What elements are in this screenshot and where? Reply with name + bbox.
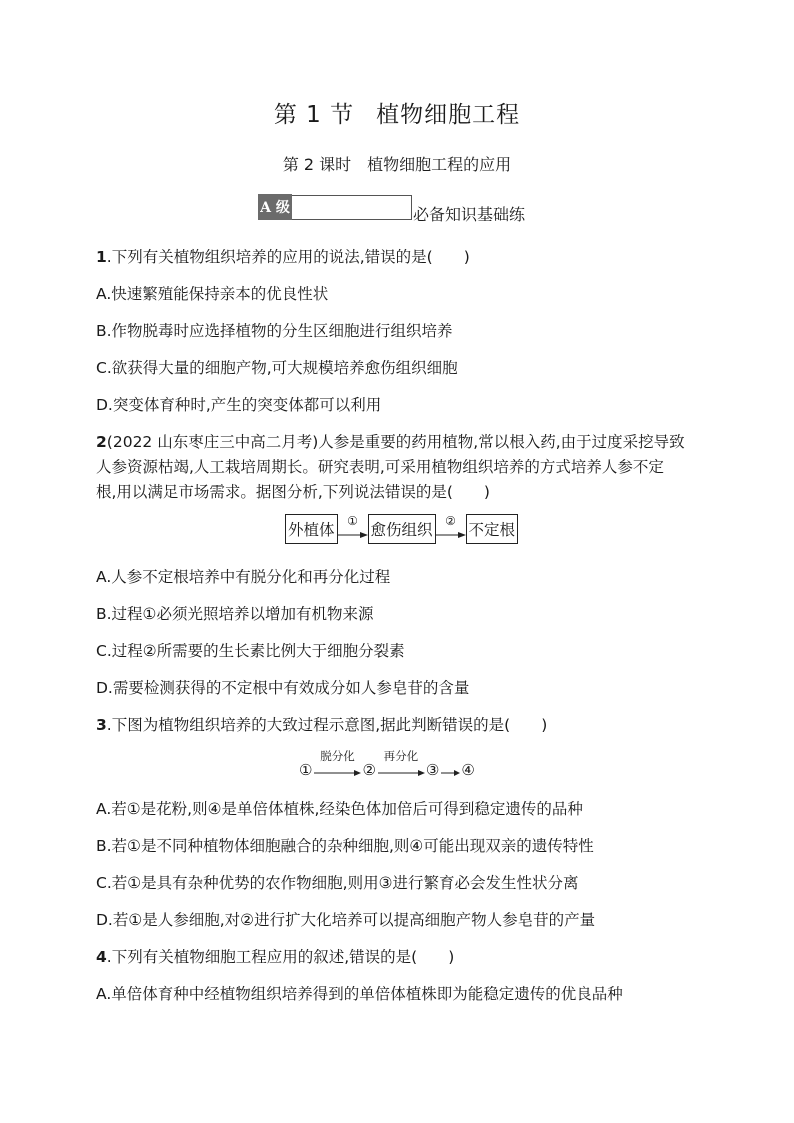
q3-option-b: B.若①是不同种植物体细胞融合的杂种细胞,则④可能出现双亲的遗传特性 [96,837,594,855]
arrow-right-icon [338,530,368,540]
flow-step-label: ① [347,514,358,528]
q1-option-c: C.欲获得大量的细胞产物,可大规模培养愈伤组织细胞 [96,359,458,377]
lesson-number: 第 2 课时 [282,155,352,174]
q1-option-d: D.突变体育种时,产生的突变体都可以利用 [96,396,382,414]
question-1-stem: 1.下列有关植物组织培养的应用的说法,错误的是( ) [96,248,470,266]
q2-flow-diagram [285,514,518,544]
level-badge: A 级 [258,194,292,220]
q1-option-a: A.快速繁殖能保持亲本的优良性状 [96,285,329,303]
q1-option-b: B.作物脱毒时应选择植物的分生区细胞进行组织培养 [96,322,453,340]
flow-node-4: ④ [461,761,475,779]
q3-option-c: C.若①是具有杂种优势的农作物细胞,则用③进行繁育必会发生性状分离 [96,874,579,892]
flow-arrow-redifferentiation [376,748,426,780]
flow-step-label: ② [445,514,456,528]
q4-option-a: A.单倍体育种中经植物组织培养得到的单倍体植株即为能稳定遗传的优良品种 [96,985,623,1003]
arrow-right-icon [439,768,461,778]
question-number: 1 [96,248,107,266]
section-number: 第 1 节 [273,102,355,128]
lesson-title: 植物细胞工程的应用 [367,155,512,174]
q3-flow-diagram [299,748,475,780]
q2-option-c: C.过程②所需要的生长素比例大于细胞分裂素 [96,642,405,660]
q3-option-d: D.若①是人参细胞,对②进行扩大化培养可以提高细胞产物人参皂苷的产量 [96,911,596,929]
flow-node-3: ③ [425,761,440,779]
q2-option-a: A.人参不定根培养中有脱分化和再分化过程 [96,568,391,586]
level-banner [258,194,526,224]
flow-node-callus: 愈伤组织 [368,514,436,544]
arrow-right-icon [376,768,426,778]
page-title [0,96,794,129]
arrow-right-icon [436,530,466,540]
question-2-stem-line-2: 人参资源枯竭,人工栽培周期长。研究表明,可采用植物组织培养的方式培养人参不定 [96,458,664,476]
question-2-stem-line-3: 根,用以满足市场需求。据图分析,下列说法错误的是( ) [96,483,490,501]
question-number: 4 [96,948,107,966]
flow-node-explant: 外植体 [285,514,338,544]
flow-node-1: ① [299,761,313,779]
question-3-stem: 3.下图为植物组织培养的大致过程示意图,据此判断错误的是( ) [96,716,548,734]
flow-step-label: 脱分化 [320,749,355,763]
flow-node-2: ② [362,761,376,779]
flow-arrow-dedifferentiation [312,748,362,780]
question-number: 3 [96,716,107,734]
level-label: 必备知识基础练 [413,205,526,224]
q2-option-b: B.过程①必须光照培养以增加有机物来源 [96,605,374,623]
flow-node-adventitious-root: 不定根 [466,514,519,544]
flow-arrow-plain [439,748,461,780]
level-blank-box [292,195,412,220]
q2-option-d: D.需要检测获得的不定根中有效成分如人参皂苷的含量 [96,679,470,697]
question-2-stem-line-1: 2(2022 山东枣庄三中高二月考)人参是重要的药用植物,常以根入药,由于过度采挖导致 [96,433,685,451]
lesson-subtitle [0,152,794,175]
flow-step-label: 再分化 [383,749,419,763]
flow-arrow-step-2 [436,514,466,544]
arrow-right-icon [312,768,362,778]
question-source: (2022 山东枣庄三中高二月考) [106,433,319,451]
section-title: 植物细胞工程 [376,102,521,128]
flow-arrow-step-1 [338,514,368,544]
q3-option-a: A.若①是花粉,则④是单倍体植株,经染色体加倍后可得到稳定遗传的品种 [96,800,583,818]
question-4-stem: 4.下列有关植物细胞工程应用的叙述,错误的是( ) [96,948,455,966]
question-number: 2 [96,433,107,451]
